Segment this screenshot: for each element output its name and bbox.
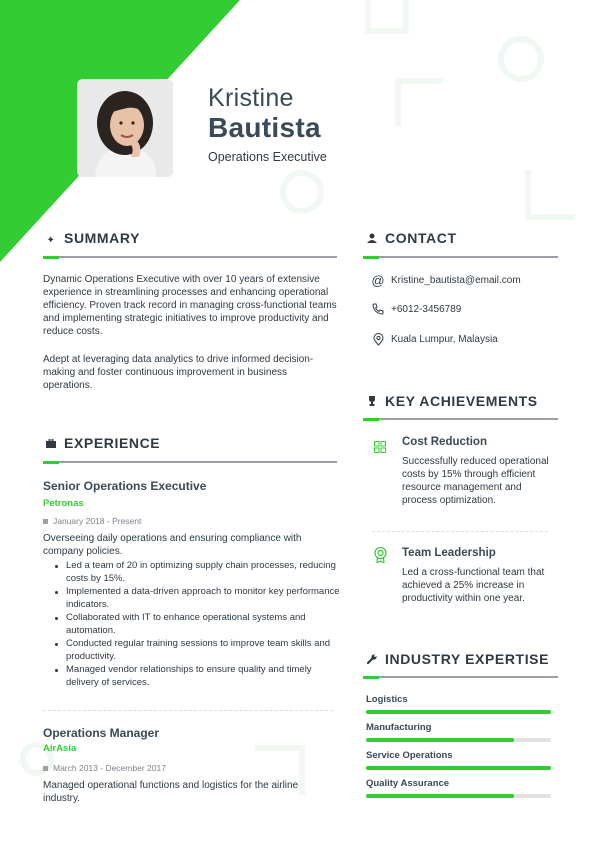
job-date: March 2013 - December 2017	[43, 763, 166, 773]
person-icon	[365, 233, 379, 246]
contact-phone[interactable]	[371, 303, 461, 315]
achievements-heading: KEY ACHIEVEMENTS	[365, 393, 538, 409]
job-separator	[43, 710, 333, 711]
job-title: Senior Operations Executive	[43, 479, 207, 493]
job-role: Operations Executive	[208, 150, 327, 164]
skill-bar	[366, 766, 551, 770]
decorative-circle	[498, 36, 544, 82]
contact-heading: CONTACT	[365, 230, 457, 246]
skill-label: Quality Assurance	[366, 778, 450, 789]
wrench-icon	[365, 654, 379, 667]
company-name: Petronas	[43, 498, 84, 509]
list-item: Implemented a data-driven approach to monitor key performance indicators.	[52, 586, 342, 611]
contact-divider	[363, 256, 558, 258]
achievement-description: Led a cross-functional team that achieved a 25% increase in productivity within one year.	[402, 567, 545, 604]
job-date: January 2018 - Present	[43, 516, 141, 526]
phone-text: +6012-3456789	[391, 303, 462, 315]
sparkle-icon: ✦	[46, 235, 56, 246]
location-pin-icon	[371, 333, 385, 346]
experience-divider	[43, 461, 337, 463]
skill-bar-fill	[366, 766, 551, 770]
contact-location	[371, 333, 498, 346]
summary-heading: ✦ SUMMARY	[44, 230, 140, 246]
summary-divider	[43, 256, 337, 258]
list-item: Led a team of 20 in optimizing supply chain processes, reducing costs by 15%.	[52, 560, 342, 585]
achievement-description: Successfully reduced operational costs by 15% through efficient resource management and process optimization.	[402, 456, 549, 506]
decorative-square	[365, 0, 409, 34]
grid-icon	[374, 440, 386, 458]
summary-paragraph: Adept at leveraging data analytics to drive informed decision-making and foster continuous improvement in business operations.	[43, 354, 314, 391]
contact-email[interactable]	[371, 273, 521, 288]
experience-heading: EXPERIENCE	[44, 435, 160, 451]
skill-label: Service Operations	[366, 750, 453, 761]
skill-label: Manufacturing	[366, 722, 432, 733]
first-name: Kristine	[208, 84, 294, 112]
list-item: Managed vendor relationships to ensure quality and timely delivery of services.	[52, 664, 342, 689]
skill-bar-fill	[366, 710, 551, 714]
achievement-title: Team Leadership	[402, 547, 496, 559]
email-text: Kristine_bautista@email.com	[391, 275, 521, 286]
expertise-heading: INDUSTRY EXPERTISE	[365, 651, 549, 667]
company-name: AirAsia	[43, 743, 77, 754]
skill-bar	[366, 794, 551, 798]
decorative-circle	[280, 170, 324, 214]
at-icon: @	[371, 273, 385, 288]
briefcase-icon	[44, 439, 58, 451]
location-text: Kuala Lumpur, Malaysia	[391, 334, 498, 345]
skill-bar	[366, 738, 551, 742]
job-description: Managed operational functions and logistics for the airline industry.	[43, 780, 299, 804]
achievement-separator	[372, 531, 548, 532]
summary-paragraph: Dynamic Operations Executive with over 10 years of extensive experience in streamlining processes and enhancing operational efficiency. Proven track record in managing cross-functional teams and implementing strategic initiatives to improve productivity and reduce costs.	[43, 274, 337, 337]
list-item: Conducted regular training sessions to improve team skills and productivity.	[52, 638, 342, 663]
job-title: Operations Manager	[43, 726, 160, 740]
skill-bar-fill	[366, 794, 514, 798]
skill-bar	[366, 710, 551, 714]
skill-label: Logistics	[366, 694, 408, 705]
decorative-square	[395, 78, 443, 126]
achievements-divider	[363, 418, 558, 420]
expertise-divider	[363, 676, 558, 678]
list-item: Collaborated with IT to enhance operational systems and automation.	[52, 612, 342, 637]
phone-icon	[371, 303, 385, 315]
achievement-title: Cost Reduction	[402, 436, 487, 448]
last-name: Bautista	[208, 112, 321, 143]
job-bullets	[52, 560, 342, 690]
profile-photo	[77, 79, 173, 177]
skill-bar-fill	[366, 738, 514, 742]
decorative-square	[525, 170, 575, 220]
medal-icon	[374, 547, 387, 568]
trophy-icon	[365, 396, 379, 409]
job-description: Overseeing daily operations and ensuring compliance with company policies.	[43, 533, 302, 557]
